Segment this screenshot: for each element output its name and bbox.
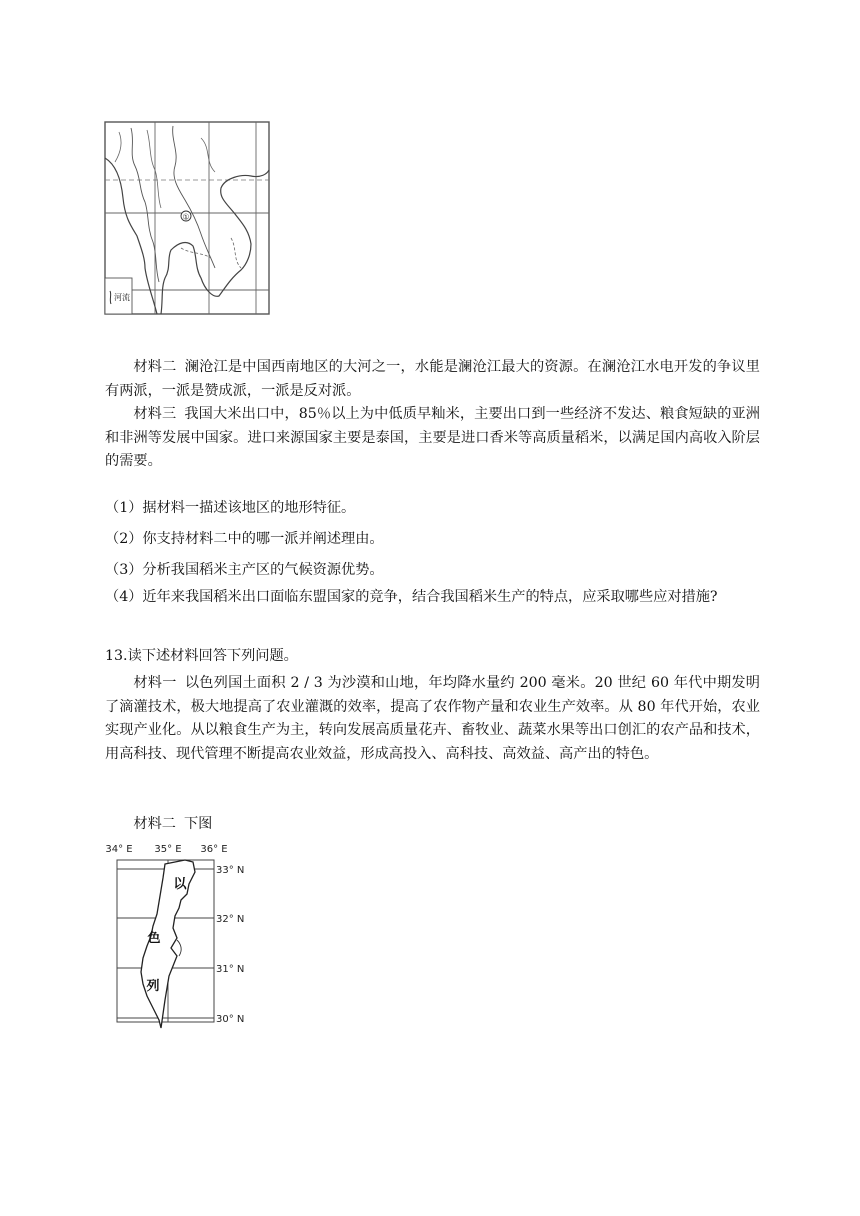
marker-1-label: ①	[182, 212, 190, 222]
q13-material1-text: 以色列国土面积 2 / 3 为沙漠和山地，年均降水量约 200 毫米。20 世纪 60 年代中期发明了滴灌技术，极大地提高了农业灌溉的效率，提高了农作物产量和农业生产效率。从 80 年代开始，农业实现产业化。从以粮食生产为主，转向发展高质量花卉、畜牧业、蔬菜水果等出口创汇的农产品和技术，用高科技、现代管理不断提高农业效益，形成高投入、高科技、高效益、高产出的特色。	[105, 675, 760, 762]
question-3: （3）分析我国稻米主产区的气候资源优势。	[105, 562, 384, 578]
q13-material1-label: 材料一	[133, 675, 177, 691]
question-13-title: 13.读下述材料回答下列问题。	[105, 648, 298, 664]
legend-river-label: 河流	[114, 293, 130, 302]
q13-material2-paragraph	[105, 813, 760, 837]
country-char-3: 列	[146, 979, 160, 994]
lat-label-30: 30° N	[216, 1014, 245, 1025]
q13-material2-text: 下图	[183, 816, 213, 832]
material3-label: 材料三	[133, 406, 177, 422]
q13-material2-label: 材料二	[133, 816, 176, 832]
material3-paragraph	[105, 403, 760, 474]
material2-text: 澜沧江是中国西南地区的大河之一，水能是澜沧江最大的资源。在澜沧江水电开发的争议里有两派，一派是赞成派，一派是反对派。	[105, 359, 760, 399]
material2-paragraph	[105, 356, 760, 403]
lat-label-33: 33° N	[216, 865, 245, 876]
lat-label-32: 32° N	[216, 914, 245, 925]
lat-label-31: 31° N	[216, 964, 245, 975]
q13-material1-paragraph	[105, 672, 760, 766]
question-1: （1）据材料一描述该地区的地形特征。	[105, 500, 356, 516]
lon-label-34: 34° E	[105, 844, 133, 855]
material2-label: 材料二	[133, 359, 177, 375]
israel-map	[101, 838, 261, 1050]
question-4: （4）近年来我国稻米出口面临东盟国家的竞争，结合我国稻米生产的特点，应采取哪些应对措施?	[105, 589, 718, 605]
southeast-asia-map	[101, 118, 273, 318]
river-legend-icon	[110, 291, 111, 304]
lon-label-36: 36° E	[200, 844, 228, 855]
country-char-2: 色	[147, 931, 161, 946]
material3-text: 我国大米出口中，85％以上为中低质早籼米，主要出口到一些经济不发达、粮食短缺的亚洲和非洲等发展中国家。进口来源国家主要是泰国，主要是进口香米等高质量稻米，以满足国内高收入阶层的需要。	[105, 406, 760, 469]
question-2: （2）你支持材料二中的哪一派并阐述理由。	[105, 531, 384, 547]
country-char-1: 以	[173, 877, 187, 892]
lon-label-35: 35° E	[154, 844, 182, 855]
